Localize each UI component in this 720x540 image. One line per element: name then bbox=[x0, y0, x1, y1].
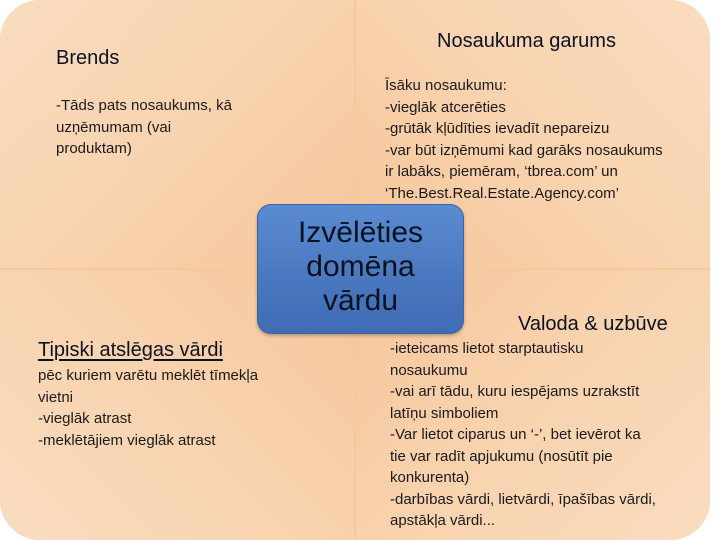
center-title: Izvēlēties domēna vārdu bbox=[297, 216, 424, 317]
name-length-text: Īsāku nosaukumu: -vieglāk atcerēties -grūtāk kļūdīties ievadīt nepareizu -var būt izņēmumi kad garāks nosaukums ir labāks, piemēram, ‘tbrea.com’ un ‘The.Best.Real.Estate.Agency.com’ bbox=[385, 77, 663, 202]
keywords-text: pēc kuriem varētu meklēt tīmekļa vietni -vieglāk atrast -meklētājiem vieglāk atrast bbox=[38, 367, 259, 449]
center-box bbox=[257, 204, 464, 334]
keywords-heading: Tipiski atslēgas vārdi bbox=[38, 339, 223, 361]
brand-heading: Brends bbox=[56, 47, 120, 69]
language-structure-heading: Valoda & uzbūve bbox=[518, 313, 668, 335]
language-structure-text: -ieteicams lietot starptautisku nosaukumu -vai arī tādu, kuru iespējams uzrakstīt latīņu simboliem -Var lietot ciparus un ‘-’, bet ievērot ka tie var radīt apjukumu (nosūtīt pie konkurenta) -darbības vārdi, lietvārdi, īpašības vārdi, apstākļa vārdi... bbox=[390, 340, 656, 529]
name-length-heading: Nosaukuma garums bbox=[437, 30, 616, 52]
brand-text: -Tāds pats nosaukums, kā uzņēmumam (vai produktam) bbox=[56, 97, 232, 157]
